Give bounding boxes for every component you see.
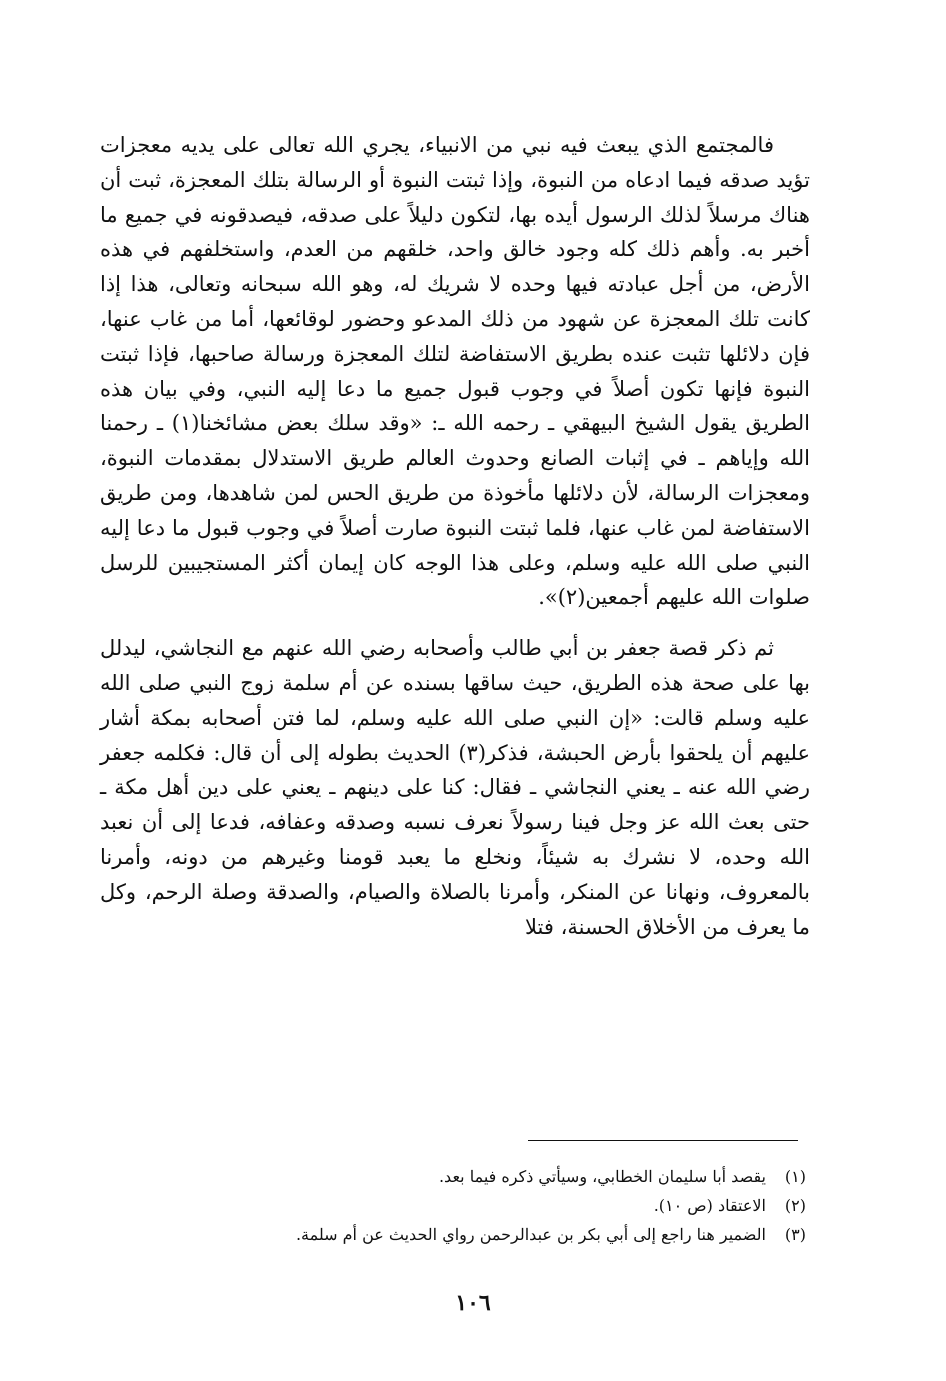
footnote-number: (١) [784,1167,806,1186]
footnotes [206,1162,806,1249]
footnote-divider [528,1140,798,1141]
page-body [100,128,810,944]
footnote-number: (٣) [784,1225,806,1244]
footnote-item [206,1191,806,1220]
footnote-text: الاعتقاد (ص ١٠). [653,1196,766,1215]
page-number: ١٠٦ [455,1290,491,1316]
footnote-item [206,1220,806,1249]
footnote-item [206,1162,806,1191]
footnote-text: يقصد أبا سليمان الخطابي، وسيأتي ذكره فيما بعد. [438,1167,766,1186]
footnote-text: الضمير هنا راجع إلى أبي بكر بن عبدالرحمن رواي الحديث عن أم سلمة. [295,1225,766,1244]
body-paragraph: ثم ذكر قصة جعفر بن أبي طالب وأصحابه رضي الله عنهم مع النجاشي، ليدلل بها على صحة هذه الطريق، حيث ساقها بسنده عن أم سلمة زوج النبي صلى الله عليه وسلم قالت: «إن النبي صلى الله عليه وسلم، لما فتن أصحابه بمكة أشار عليهم أن يلحقوا بأرض الحبشة، فذكر(٣) الحديث بطوله إلى أن قال: فكلمه جعفر رضي الله عنه ـ يعني النجاشي ـ فقال: كنا على دينهم ـ يعني على دين أهل مكة ـ حتى بعث الله عز وجل فينا رسولاً نعرف نسبه وصدقه وعفافه، فدعا إلى أن نعبد الله وحده، لا نشرك به شيئاً، ونخلع ما يعبد قومنا وغيرهم من دونه، وأمرنا بالمعروف، ونهانا عن المنكر، وأمرنا بالصلاة والصيام، والصدقة وصلة الرحم، وكل ما يعرف من الأخلاق الحسنة، فتلا [100,636,810,939]
footnote-number: (٢) [784,1196,806,1215]
body-paragraph: فالمجتمع الذي يبعث فيه نبي من الانبياء، يجري الله تعالى على يديه معجزات تؤيد صدقه فيما ادعاه من النبوة، وإذا ثبتت النبوة أو الرسالة بتلك المعجزة، ثبت أن هناك مرسلاً لذلك الرسول أيده بها، لتكون دليلاً على صدقه، فيصدقونه في جميع ما أخبر به. وأهم ذلك كله وجود خالق واحد، خلقهم من العدم، واستخلفهم في هذه الأرض، من أجل عبادته فيها وحده لا شريك له، وهو الله سبحانه وتعالى، هذا إذا كانت تلك المعجزة عن شهود من ذلك المدعو وحضور لوقائعها، أما من غاب عنها، فإن دلائلها تثبت عنده بطريق الاستفاضة لتلك المعجزة ورسالة صاحبها، فإذا ثبتت النبوة فإنها تكون أصلاً في وجوب قبول جميع ما دعا إليه النبي، وفي بيان هذه الطريق يقول الشيخ البيهقي ـ رحمه الله ـ: «وقد سلك بعض مشائخنا(١) ـ رحمنا الله وإياهم ـ في إثبات الصانع وحدوث العالم طريق الاستدلال بمقدمات النبوة، ومعجزات الرسالة، لأن دلائلها مأخوذة من طريق الحس لمن شاهدها، ومن طريق الاستفاضة لمن غاب عنها، فلما ثبتت النبوة صارت أصلاً في وجوب قبول ما دعا إليه النبي صلى الله عليه وسلم، وعلى هذا الوجه كان إيمان أكثر المستجيبين للرسل صلوات الله عليهم أجمعين(٢)». [100,133,811,610]
